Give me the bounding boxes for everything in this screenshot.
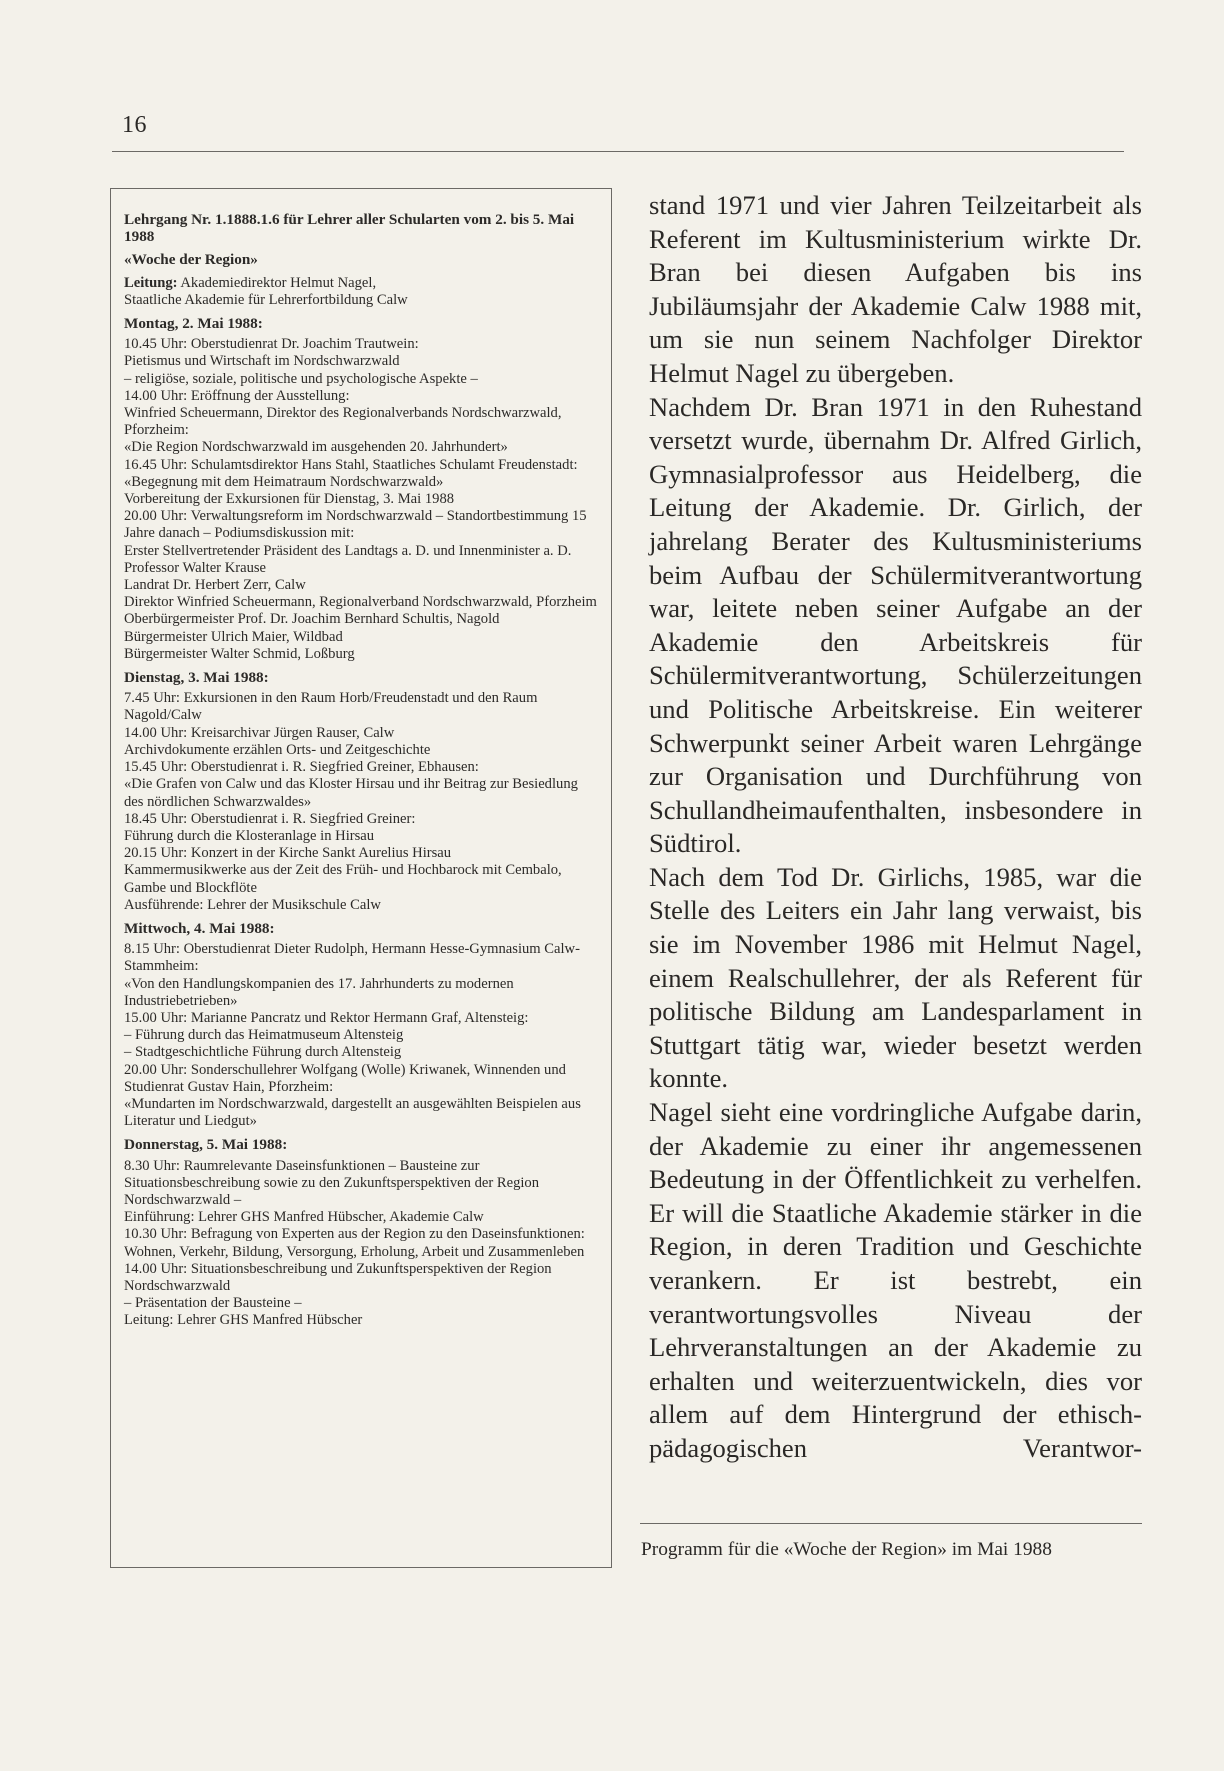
schedule-line: Oberbürgermeister Prof. Dr. Joachim Bernhard Schultis, Nagold (124, 611, 500, 628)
day-block (124, 920, 601, 1130)
schedule-line: – religiöse, soziale, politische und psychologische Aspekte – (124, 370, 478, 387)
schedule-line: «Die Grafen von Calw und das Kloster Hirsau und ihr Beitrag zur Besiedlung des nördlichen Schwarzwaldes» (124, 776, 578, 810)
schedule-line: Kammermusikwerke aus der Zeit des Früh- und Hochbarock mit Cembalo, Gambe und Blockflöte (124, 862, 562, 896)
schedule-line: Direktor Winfried Scheuermann, Regionalverband Nordschwarzwald, Pforzheim (124, 594, 597, 611)
schedule-line: Bürgermeister Ulrich Maier, Wildbad (124, 628, 343, 645)
body-paragraph: stand 1971 und vier Jahren Teilzeitarbeit als Referent im Kultusministerium wirkte Dr. Bran bei diesen Aufgaben bis ins Jubiläumsjahr der Akademie Calw 1988 mit, um sie nun seinem Nachfolger Direktor Helmut Nagel zu übergeben. (649, 190, 1142, 388)
schedule-line: Vorbereitung der Exkursionen für Dienstag, 3. Mai 1988 (124, 491, 455, 508)
caption-rule (640, 1523, 1142, 1524)
schedule-line: Archivdokumente erzählen Orts- und Zeitgeschichte (124, 741, 431, 758)
program-title: Lehrgang Nr. 1.1888.1.6 für Lehrer aller Schularten vom 2. bis 5. Mai 1988 (124, 211, 575, 246)
schedule-line: Pietismus und Wirtschaft im Nordschwarzwald (124, 353, 400, 370)
day-heading: Montag, 2. Mai 1988: (124, 315, 263, 333)
schedule-line: «Die Region Nordschwarzwald im ausgehenden 20. Jahrhundert» (124, 439, 508, 456)
schedule-line: 20.00 Uhr: Verwaltungsreform im Nordschwarzwald – Standortbestimmung 15 Jahre danach – Podiumsdiskussion mit: (124, 508, 587, 542)
schedule-line: «Von den Handlungskompanien des 17. Jahrhunderts zu modernen Industriebetrieben» (124, 975, 514, 1009)
schedule-line: 10.30 Uhr: Befragung von Experten aus der Region zu den Daseinsfunktionen: (124, 1226, 585, 1243)
body-text (649, 189, 1142, 1466)
schedule-line: Einführung: Lehrer GHS Manfred Hübscher, Akademie Calw (124, 1209, 484, 1226)
header-rule (112, 151, 1124, 152)
schedule-line: Winfried Scheuermann, Direktor des Regionalverbands Nordschwarzwald, Pforzheim: (124, 405, 562, 439)
schedule-line: Leitung: Lehrer GHS Manfred Hübscher (124, 1312, 363, 1329)
schedule-line: 20.15 Uhr: Konzert in der Kirche Sankt Aurelius Hirsau (124, 845, 452, 862)
schedule-line: – Führung durch das Heimatmuseum Altensteig (124, 1027, 404, 1044)
schedule-line: 14.00 Uhr: Situationsbeschreibung und Zukunftsperspektiven der Region Nordschwarzwald (124, 1260, 552, 1294)
schedule-line: 18.45 Uhr: Oberstudienrat i. R. Siegfried Greiner: (124, 810, 416, 827)
program-label: «Woche der Region» (124, 251, 258, 269)
leadership-line: Akademiedirektor Helmut Nagel, (180, 274, 377, 291)
page-number: 16 (122, 112, 147, 138)
schedule-line: «Mundarten im Nordschwarzwald, dargestellt an ausgewählten Beispielen aus Literatur und Liedgut» (124, 1095, 581, 1130)
schedule-line: 7.45 Uhr: Exkursionen in den Raum Horb/Freudenstadt und den Raum Nagold/Calw (124, 690, 538, 724)
schedule-line: 20.00 Uhr: Sonderschullehrer Wolfgang (Wolle) Kriwanek, Winnenden und Studienrat Gustav Hain, Pforzheim: (124, 1061, 566, 1095)
schedule-line: 10.45 Uhr: Oberstudienrat Dr. Joachim Trautwein: (124, 336, 419, 353)
schedule-line: – Präsentation der Bausteine – (124, 1295, 302, 1312)
figure-caption: Programm für die «Woche der Region» im Mai 1988 (641, 1539, 1052, 1560)
day-heading: Dienstag, 3. Mai 1988: (124, 669, 269, 687)
day-block (124, 669, 601, 914)
schedule-line: Erster Stellvertretender Präsident des Landtags a. D. und Innenminister a. D. Professor Walter Krause (124, 542, 572, 576)
schedule-line: 8.30 Uhr: Raumrelevante Daseinsfunktionen – Bausteine zur Situationsbeschreibung sowie zu den Zukunftsperspektiven der Region Nordschwarzwald – (124, 1157, 540, 1208)
day-block (124, 315, 601, 663)
schedule-line: 14.00 Uhr: Eröffnung der Ausstellung: (124, 387, 350, 404)
body-paragraph: Nach dem Tod Dr. Girlichs, 1985, war die Stelle des Leiters ein Jahr lang verwaist, bis sie im November 1986 mit Helmut Nagel, einem Realschullehrer, der als Referent für politische Bildung am Landesparlament in Stuttgart tätig war, wieder besetzt werden konnte. (649, 861, 1142, 1094)
schedule-line: Landrat Dr. Herbert Zerr, Calw (124, 577, 306, 594)
schedule-line: Ausführende: Lehrer der Musikschule Calw (124, 896, 381, 913)
schedule-line: «Begegnung mit dem Heimatraum Nordschwarzwald» (124, 473, 444, 490)
schedule-line: – Stadtgeschichtliche Führung durch Altensteig (124, 1044, 402, 1061)
schedule-line: 15.45 Uhr: Oberstudienrat i. R. Siegfried Greiner, Ebhausen: (124, 759, 479, 776)
schedule-line: Wohnen, Verkehr, Bildung, Versorgung, Erholung, Arbeit und Zusammenleben (124, 1243, 585, 1260)
day-heading: Mittwoch, 4. Mai 1988: (124, 919, 275, 937)
schedule-line: 16.45 Uhr: Schulamtsdirektor Hans Stahl, Staatliches Schulamt Freudenstadt: (124, 456, 578, 473)
schedule-line: 14.00 Uhr: Kreisarchivar Jürgen Rauser, Calw (124, 724, 395, 741)
schedule-line: Bürgermeister Walter Schmid, Loßburg (124, 645, 355, 662)
program-box (110, 188, 612, 1568)
leadership-label: Leitung: (124, 274, 178, 291)
body-paragraph: Nachdem Dr. Bran 1971 in den Ruhestand versetzt wurde, übernahm Dr. Alfred Girlich, Gymnasialprofessor aus Heidelberg, die Leitung der Akademie. Dr. Girlich, der jahrelang Berater des Kultusministeriums beim Aufbau der Schülermitverantwortung war, leitete neben seiner Aufgabe an der Akademie den Arbeitskreis für Schülermitverantwortung, Schülerzeitungen und Politische Arbeitskreise. Ein weiterer Schwerpunkt seiner Arbeit waren Lehrgänge zur Organisation und Durchführung von Schullandheimaufenthalten, insbesondere in Südtirol. (649, 391, 1142, 859)
day-block (124, 1136, 601, 1329)
schedule-line: 8.15 Uhr: Oberstudienrat Dieter Rudolph, Hermann Hesse-Gymnasium Calw-Stammheim: (124, 941, 580, 975)
schedule-line: Führung durch die Klosteranlage in Hirsau (124, 827, 375, 844)
program-days (124, 315, 601, 1330)
program-leadership (124, 275, 601, 309)
day-heading: Donnerstag, 5. Mai 1988: (124, 1136, 288, 1154)
body-paragraph: Nagel sieht eine vordringliche Aufgabe darin, der Akademie zu einer ihr angemessenen Bedeutung in der Öffentlichkeit zu verhelfen. Er will die Staatliche Akademie stärker in die Region, in deren Tradition und Geschichte verankern. Er ist bestrebt, ein verantwortungsvolles Niveau der Lehrveranstaltungen an der Akademie zu erhalten und weiterzuentwickeln, dies vor allem auf dem Hintergrund der ethisch-pädagogischen Verantwor- (649, 1097, 1142, 1463)
schedule-line: 15.00 Uhr: Marianne Pancratz und Rektor Hermann Graf, Altensteig: (124, 1009, 529, 1026)
leadership-line: Staatliche Akademie für Lehrerfortbildung Calw (124, 291, 408, 308)
